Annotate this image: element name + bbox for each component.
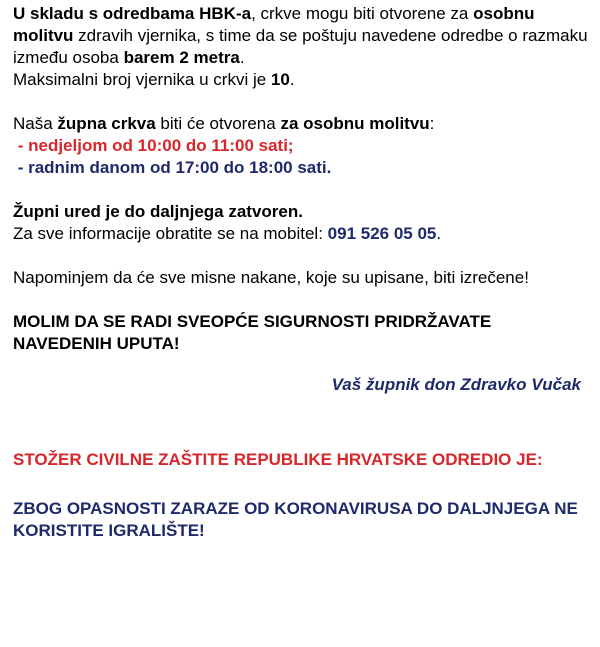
safety-request: MOLIM DA SE RADI SVEOPĆE SIGURNOSTI PRIDRŽAVATE NAVEDENIH UPUTA!	[13, 312, 492, 353]
personal-prayer-label: za osobnu molitvu	[280, 114, 430, 133]
church-open-colon: :	[429, 114, 435, 133]
intro-lead: U skladu s odredbama HBK-a	[13, 4, 252, 23]
parish-church: župna crkva	[57, 114, 156, 133]
max-believers-number: 10	[270, 70, 290, 89]
document	[13, 3, 593, 542]
contact-dot: .	[436, 224, 442, 243]
church-open-text-2: biti će otvorena	[155, 114, 281, 133]
pastor-signature: Vaš župnik don Zdravko Vučak	[331, 375, 581, 394]
max-believers-line	[13, 69, 593, 91]
intro-dot: .	[239, 48, 245, 67]
spacer	[13, 245, 593, 267]
contact-line	[13, 223, 593, 245]
weekday-hours: - radnim danom od 17:00 do 18:00 sati.	[13, 158, 332, 177]
spacer	[13, 396, 593, 418]
sunday-hours: - nedjeljom od 10:00 do 11:00 sati;	[13, 136, 294, 155]
intro-text-1: , crkve mogu biti otvorene za	[251, 4, 474, 23]
church-open-text-1: Naša	[13, 114, 58, 133]
spacer	[13, 179, 593, 201]
intro-paragraph	[13, 3, 593, 69]
church-open-line	[13, 113, 593, 135]
intro-personal-prayer: osobnu molitvu	[13, 4, 535, 45]
spacer	[13, 91, 593, 113]
spacer	[13, 471, 593, 498]
spacer	[13, 418, 593, 449]
intro-text-2: zdravih vjernika, s time da se poštuju navedene odredbe o razmaku između osoba	[13, 26, 588, 67]
office-closed: Župni ured je do daljnjega zatvoren.	[13, 202, 303, 221]
max-believers-text: Maksimalni broj vjernika u crkvi je	[13, 70, 271, 89]
phone-number: 091 526 05 05	[327, 224, 437, 243]
civil-protection-heading: STOŽER CIVILNE ZAŠTITE REPUBLIKE HRVATSKE ODREDIO JE:	[13, 450, 543, 469]
mass-intentions-note: Napominjem da će sve misne nakane, koje su upisane, biti izrečene!	[13, 268, 529, 287]
spacer	[13, 289, 593, 311]
max-believers-dot: .	[289, 70, 295, 89]
playground-closed-notice: ZBOG OPASNOSTI ZARAZE OD KORONAVIRUSA DO DALJNJEGA NE KORISTITE IGRALIŠTE!	[13, 499, 578, 540]
intro-distance: barem 2 metra	[123, 48, 240, 67]
contact-text: Za sve informacije obratite se na mobitel:	[13, 224, 328, 243]
